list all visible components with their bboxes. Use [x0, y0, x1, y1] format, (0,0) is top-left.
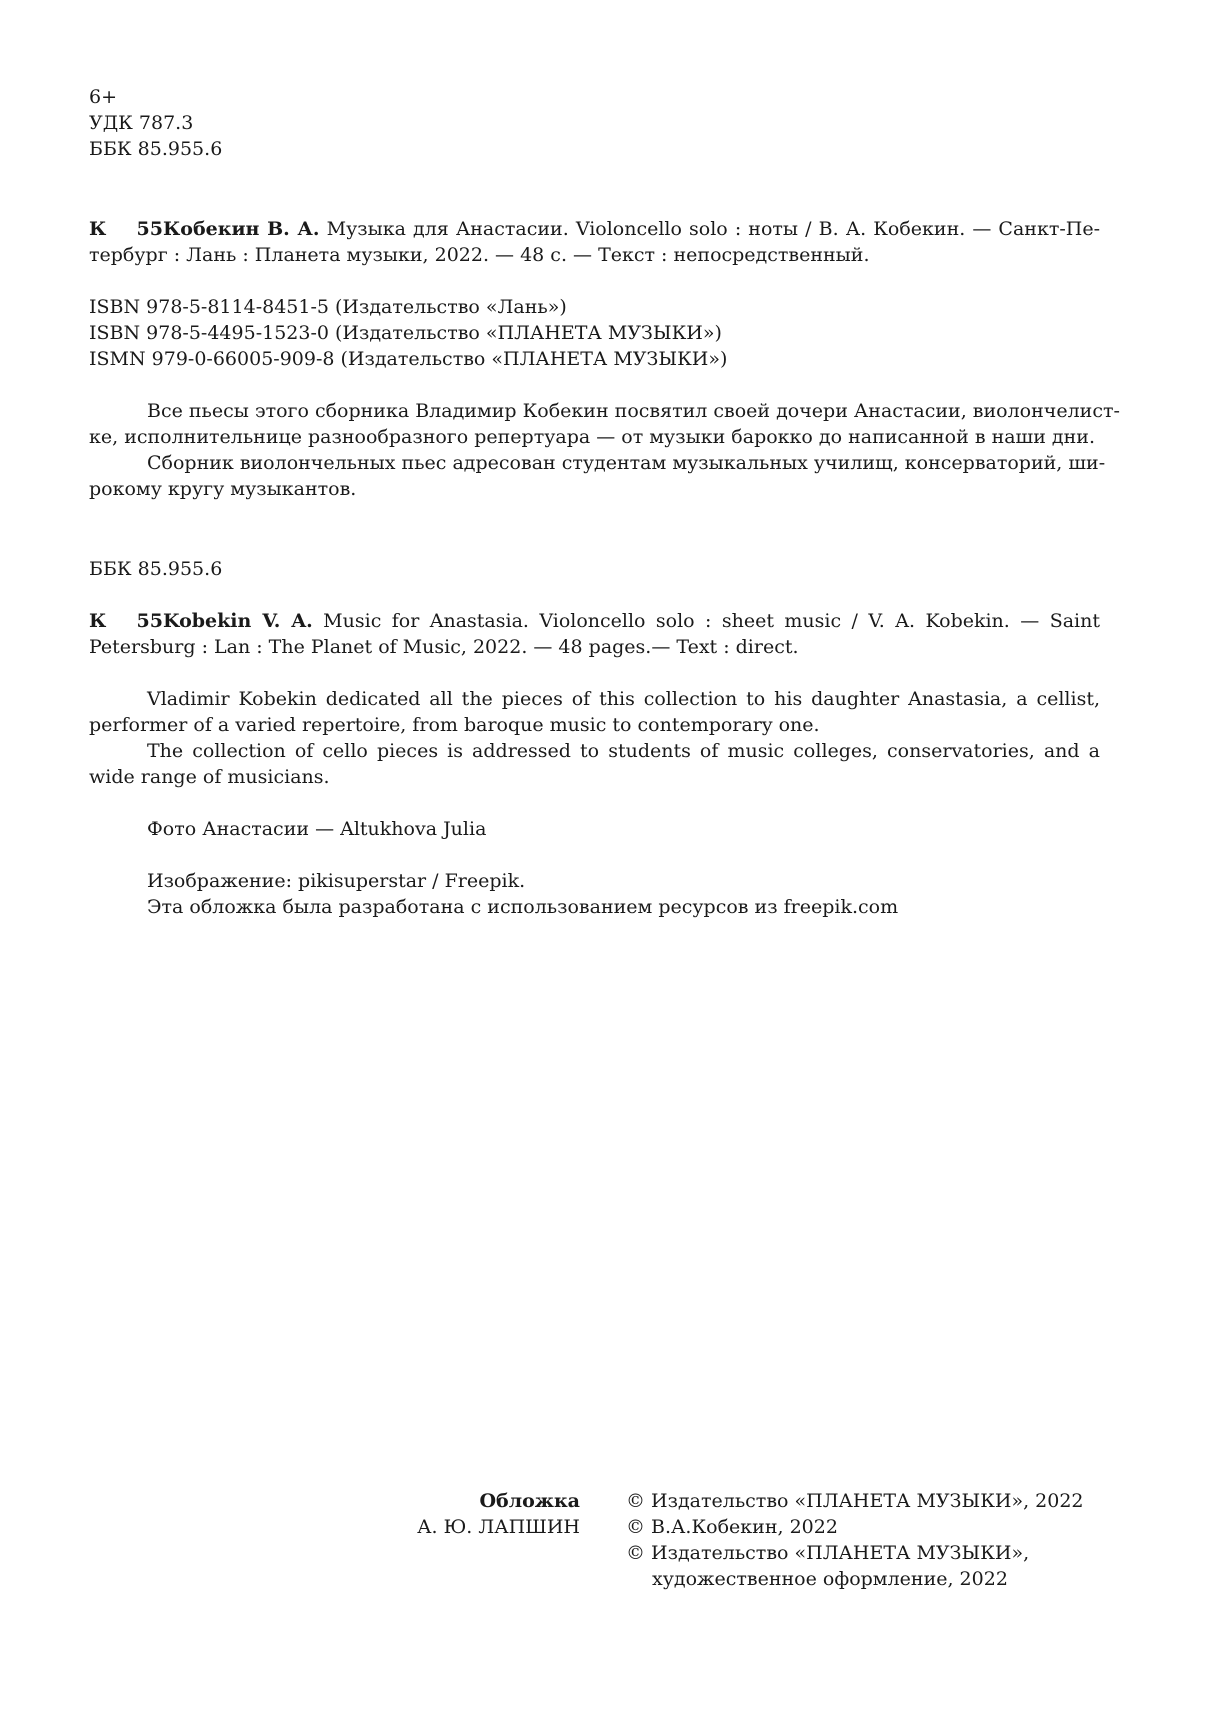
ru-annotation-p1-line2: ке, исполнительнице разнообразного репертуара — от музыки барокко до написанной в наши дни.: [89, 426, 1095, 448]
bbk-code-2: [89, 556, 1100, 582]
image-credit-text: Изображение: pikisuperstar / Freepik.: [147, 870, 526, 892]
isbn-list: [89, 294, 1100, 372]
en-record-line-1: [89, 608, 1100, 634]
ru-annotation: [89, 398, 1120, 502]
en-annotation-p2-line1: The collection of cello pieces is addressed to students of music colleges, conservatories, and a: [147, 740, 1100, 762]
ru-record-title: Музыка для Анастасии. Violoncello solo : ноты / В. А. Кобекин. — Санкт-Пе-: [326, 218, 1101, 240]
en-annotation-p2-line2: wide range of musicians.: [89, 766, 330, 788]
copyright-design-cont: художественное оформление, 2022: [652, 1568, 1008, 1590]
cover-resources-note: Эта обложка была разработана с использованием ресурсов из freepik.com: [147, 896, 899, 918]
copyright-notices: [626, 1488, 1126, 1592]
photo-credit-text: Фото Анастасии — Altukhova Julia: [147, 818, 487, 840]
ru-annotation-p1-line1: Все пьесы этого сборника Владимир Кобекин посвятил своей дочери Анастасии, виолончелист-: [147, 400, 1120, 422]
ru-record-line-2: тербург : Лань : Планета музыки, 2022. — 48 с. — Текст : непосредственный.: [89, 244, 870, 266]
en-record-author: Kobekin V. A.: [163, 610, 313, 632]
isbn-lan: ISBN 978-5-8114-8451-5 (Издательство «Лань»): [89, 296, 567, 318]
cover-artist: А. Ю. ЛАПШИН: [417, 1516, 580, 1538]
bbk-code: ББК 85.955.6: [89, 138, 223, 160]
cover-credit: [380, 1488, 580, 1540]
en-record-title: Music for Anastasia. Violoncello solo : sheet music / V. A. Kobekin. — Saint: [323, 610, 1100, 632]
ru-annotation-p2-line2: рокому кругу музыкантов.: [89, 478, 357, 500]
ru-record-author: Кобекин В. А.: [163, 218, 320, 240]
bbk-code-repeat: ББК 85.955.6: [89, 558, 223, 580]
udk-code: УДК 787.3: [89, 112, 194, 134]
ru-record-line-1: [89, 216, 1100, 242]
en-record-code: К 55: [89, 610, 163, 632]
photo-credit: [89, 816, 1100, 842]
ru-annotation-p2-line1: Сборник виолончельных пьес адресован студентам музыкальных училищ, консерваторий, ши-: [147, 452, 1106, 474]
classification-header: [89, 84, 1100, 162]
age-rating: 6+: [89, 86, 118, 108]
en-annotation-p1-line2: performer of a varied repertoire, from baroque music to contemporary one.: [89, 714, 820, 736]
ru-bibliographic-record: [89, 216, 1100, 268]
ru-record-code: К 55: [89, 218, 163, 240]
image-credit: [89, 868, 1100, 920]
en-bibliographic-record: [89, 608, 1100, 660]
ismn-planeta: ISMN 979-0-66005-909-8 (Издательство «ПЛАНЕТА МУЗЫКИ»): [89, 348, 728, 370]
isbn-planeta: ISBN 978-5-4495-1523-0 (Издательство «ПЛАНЕТА МУЗЫКИ»): [89, 322, 722, 344]
en-annotation-p1-line1: Vladimir Kobekin dedicated all the pieces of this collection to his daughter Anastasia, a cellist,: [147, 688, 1100, 710]
copyright-design: © Издательство «ПЛАНЕТА МУЗЫКИ»,: [626, 1542, 1030, 1564]
cover-label: Обложка: [479, 1490, 580, 1512]
en-annotation: [89, 686, 1100, 790]
copyright-publisher: © Издательство «ПЛАНЕТА МУЗЫКИ», 2022: [626, 1490, 1084, 1512]
en-record-line-2: Petersburg : Lan : The Planet of Music, 2022. — 48 pages.— Text : direct.: [89, 636, 799, 658]
copyright-author: © В.А.Кобекин, 2022: [626, 1516, 838, 1538]
